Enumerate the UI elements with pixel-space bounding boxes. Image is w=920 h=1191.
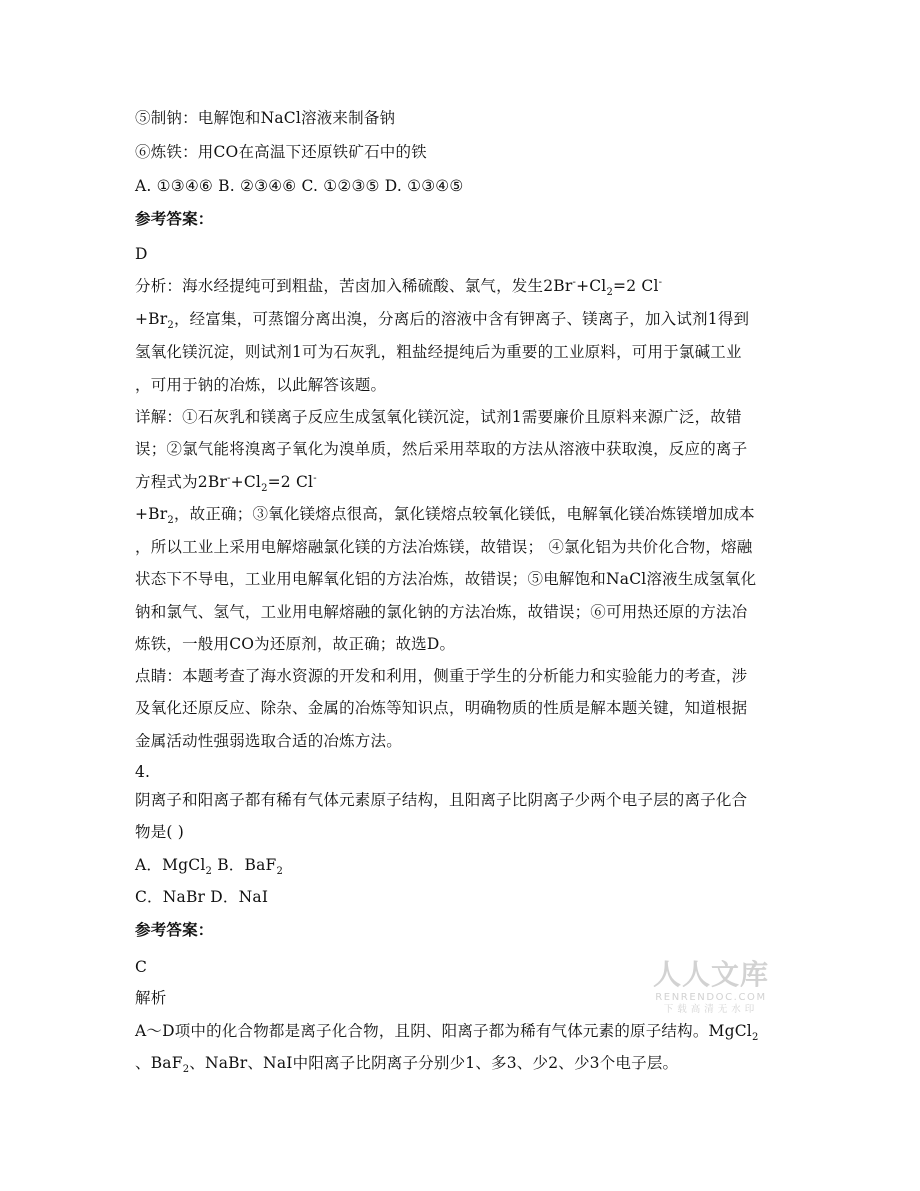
question-4-number: 4. [135, 763, 151, 781]
watermark-url: RENRENDOC.COM [655, 992, 767, 1003]
comment-line-1: 点睛：本题考查了海水资源的开发和利用，侧重于学生的分析能力和实验能力的考查，涉 [135, 667, 748, 685]
detail-line-7: 钠和氯气、氢气，工业用电解熔融的氯化钠的方法冶炼，故错误；⑥可用热还原的方法冶 [135, 603, 748, 621]
analysis-line-3: 氢氧化镁沉淀，则试剂1可为石灰乳，粗盐经提纯后为重要的工业原料，可用于氯碱工业 [135, 343, 742, 361]
answer-heading-1: 参考答案： [135, 210, 214, 228]
detail-line-6: 状态下不导电，工业用电解氧化铝的方法冶炼，故错误；⑤电解饱和NaCl溶液生成氢氧化 [135, 570, 757, 588]
detail-line-1: 详解：①石灰乳和镁离子反应生成氢氧化镁沉淀，试剂1需要廉价且原料来源广泛，故错 [135, 408, 742, 426]
explanation-label: 解析 [135, 989, 167, 1007]
question-4-text-2: 物是( ) [135, 823, 185, 841]
watermark-title: 人人文库 [652, 958, 769, 991]
explanation-line-2: 、BaF$_2$、NaBr、NaI中阳离子比阴离子分别少1、多3、少2、少3个电子层。 [135, 1054, 679, 1076]
answer-heading-2: 参考答案： [135, 921, 214, 939]
analysis-line-2: $+Br_2$，经富集，可蒸馏分离出溴，分离后的溶液中含有钾离子、镁离子，加入试剂1得到 [135, 310, 750, 332]
answer-2: C [135, 958, 148, 976]
question-3-options: A. ①③④⑥ B. ②③④⑥ C. ①②③⑤ D. ①③④⑤ [135, 177, 464, 195]
question-4-options-cd: C．NaBr D．NaI [135, 888, 269, 906]
watermark-subtitle: 下载高清无水印 [663, 1004, 759, 1015]
question-4-text-1: 阴离子和阳离子都有稀有气体元素原子结构，且阳离子比阴离子少两个电子层的离子化合 [135, 791, 748, 809]
answer-1: D [135, 245, 148, 263]
item-5-sodium: ⑤制钠：电解饱和NaCl溶液来制备钠 [135, 109, 396, 127]
comment-line-2: 及氧化还原反应、除杂、金属的冶炼等知识点，明确物质的性质是解本题关键，知道根据 [135, 699, 748, 717]
detail-line-8: 炼铁，一般用CO为还原剂，故正确；故选D。 [135, 635, 456, 653]
detail-line-3: 方程式为$2Br^-+Cl_2=2$ Cl- [135, 472, 317, 495]
watermark-logo [646, 958, 776, 1016]
item-6-iron: ⑥炼铁：用CO在高温下还原铁矿石中的铁 [135, 143, 427, 161]
analysis-line-4: ，可用于钠的冶炼，以此解答该题。 [135, 376, 387, 394]
detail-line-4: $+Br_2$，故正确；③氧化镁熔点很高，氯化镁熔点较氧化镁低，电解氧化镁冶炼镁增加成本 [135, 505, 755, 527]
detail-line-5: ，所以工业上采用电解熔融氯化镁的方法冶炼镁，故错误； ④氯化铝为共价化合物，熔融 [135, 538, 753, 556]
analysis-line-1: 分析：海水经提纯可到粗盐，苦卤加入稀硫酸、氯气，发生$2Br^-+Cl_2=2$ Cl- [135, 276, 663, 299]
explanation-line-1: A～D项中的化合物都是离子化合物，且阴、阳离子都为稀有气体元素的原子结构。MgCl$_2$ [135, 1022, 759, 1044]
comment-line-3: 金属活动性强弱选取合适的冶炼方法。 [135, 732, 402, 750]
detail-line-2: 误；②氯气能将溴离子氧化为溴单质，然后采用萃取的方法从溶液中获取溴，反应的离子 [135, 440, 748, 458]
question-4-options-ab: A．MgCl$_2$ B．BaF$_2$ [135, 856, 284, 878]
